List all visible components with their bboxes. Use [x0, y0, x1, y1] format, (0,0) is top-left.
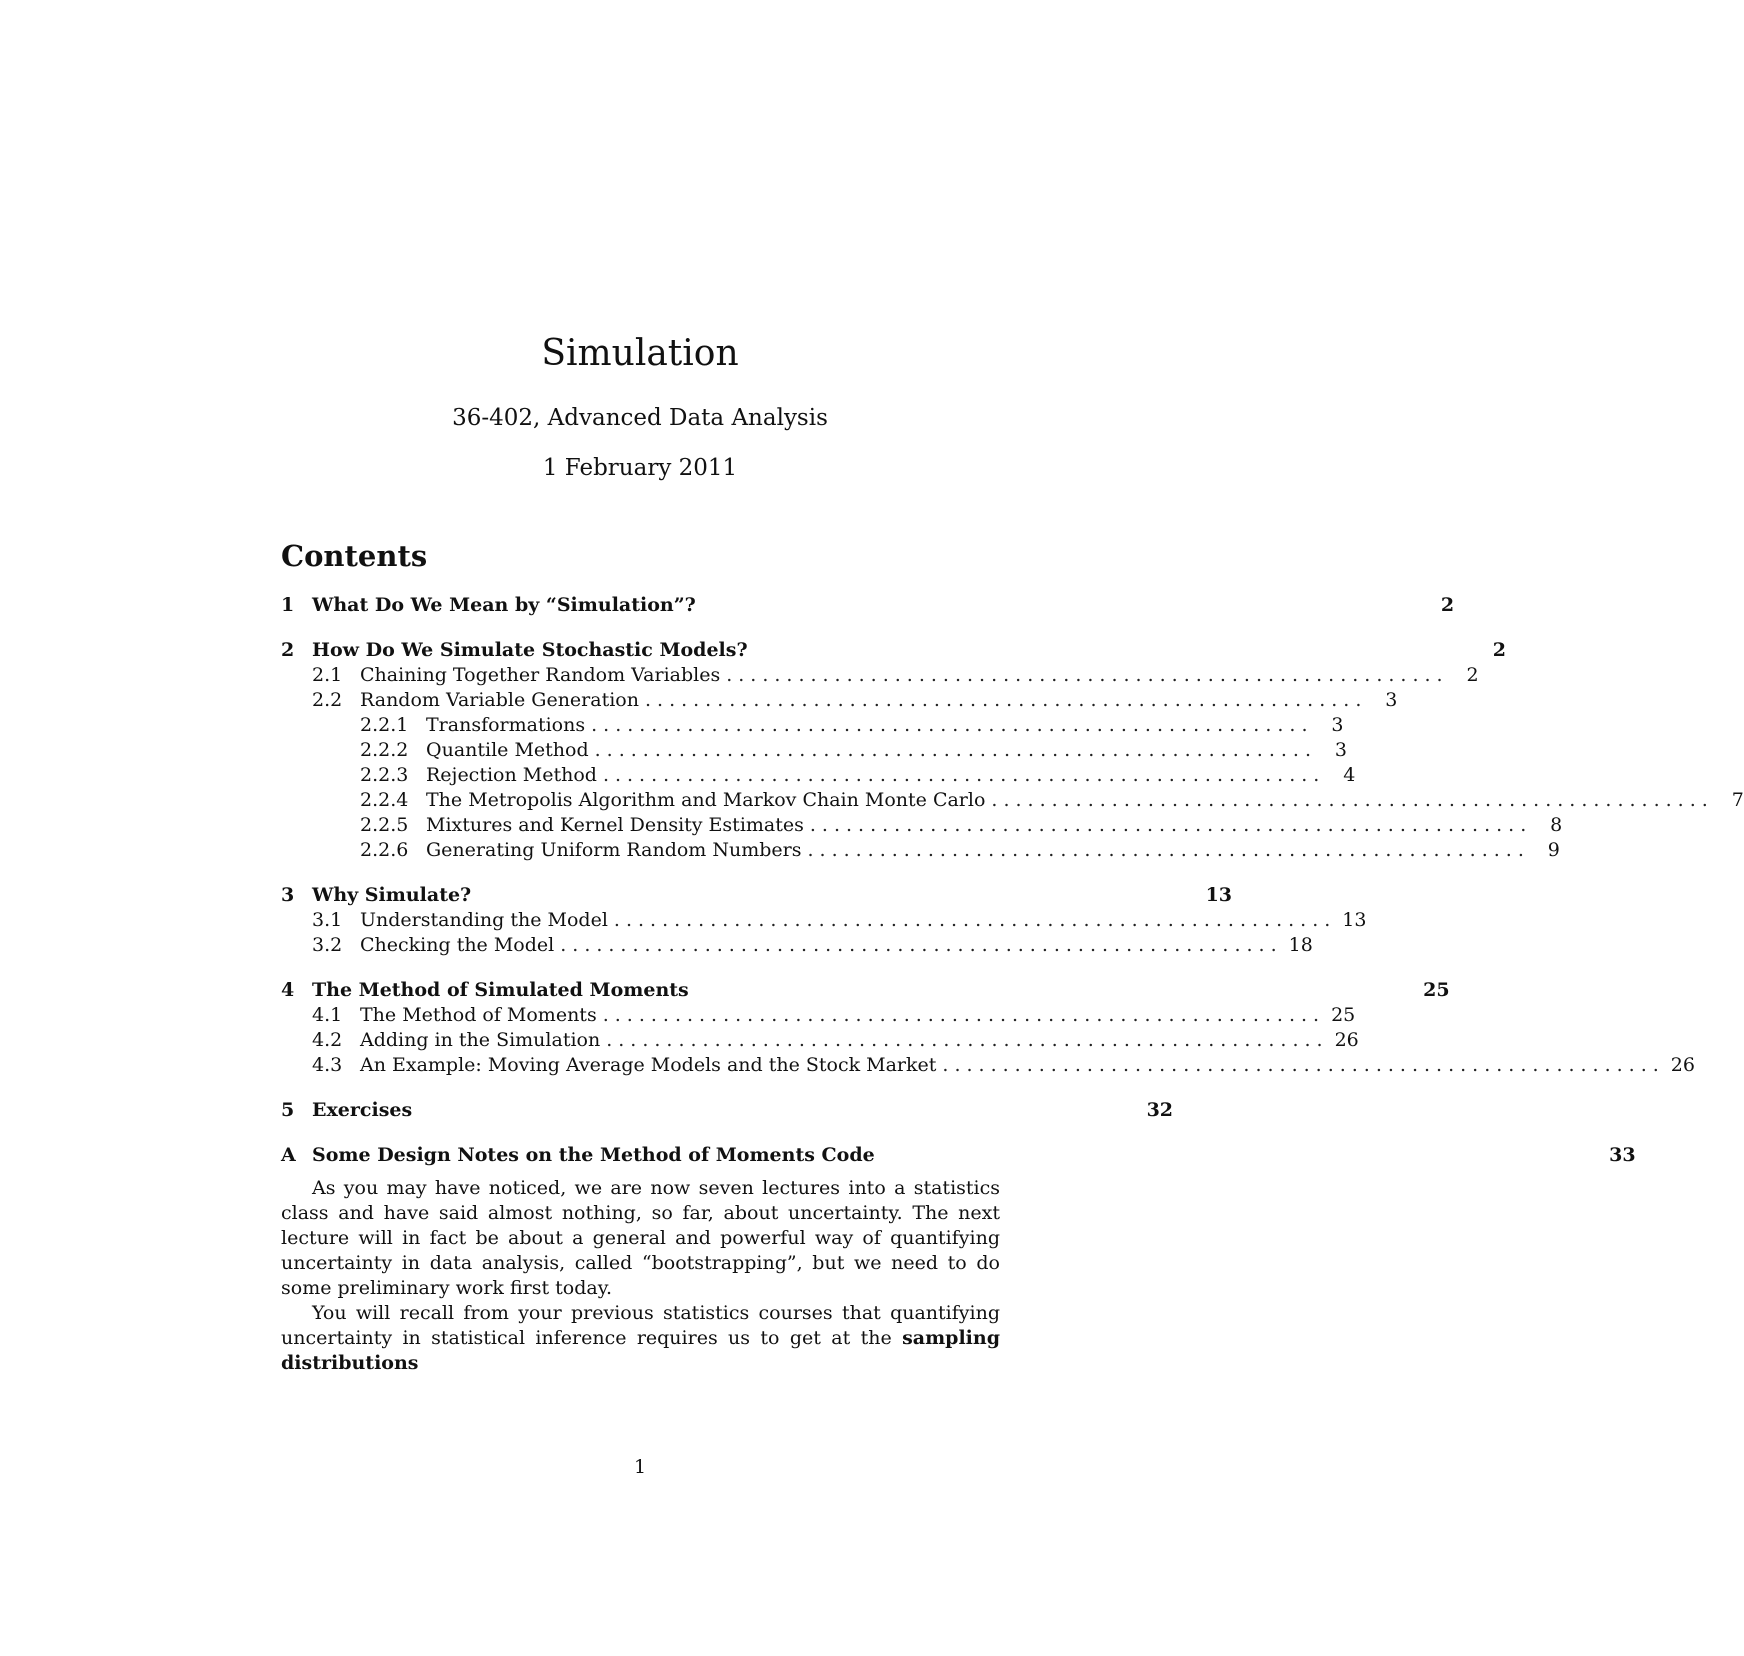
toc-entry-label: What Do We Mean by “Simulation”?	[312, 594, 696, 616]
toc-entry[interactable]	[281, 1028, 1359, 1053]
toc-page-number: 4	[1343, 764, 1356, 786]
toc-entry-label: Why Simulate?	[312, 884, 472, 906]
toc-entry-label: Checking the Model	[360, 934, 555, 956]
table-of-contents	[281, 593, 1744, 1188]
toc-page-number: 18	[1288, 934, 1313, 956]
toc-page-number: 2	[1466, 664, 1479, 686]
toc-entry[interactable]	[281, 663, 1479, 688]
toc-page-number: 26	[1334, 1029, 1359, 1051]
toc-entry-label: Random Variable Generation	[360, 689, 639, 711]
paragraph-text: You will recall from your previous statistics courses that quantifying uncertainty in statistical inference requires us to get at the	[281, 1302, 1000, 1349]
toc-entry-label: The Metropolis Algorithm and Markov Chain Monte Carlo	[426, 789, 986, 811]
toc-entry[interactable]	[281, 838, 1560, 863]
toc-dot-leader: ............................................................	[602, 764, 1326, 786]
toc-entry-label: Rejection Method	[426, 764, 597, 786]
toc-entry[interactable]	[281, 763, 1356, 788]
toc-page-number: 8	[1550, 814, 1563, 836]
course-subtitle: 36-402, Advanced Data Analysis	[452, 405, 828, 431]
toc-entry-number: 2.2.1	[360, 714, 409, 736]
toc-page-number: 25	[1331, 1004, 1356, 1026]
toc-entry[interactable]	[281, 908, 1367, 933]
body-text	[281, 1176, 1000, 1376]
toc-page-number: 2	[1440, 594, 1455, 616]
toc-dot-leader: ............................................................	[991, 789, 1714, 811]
toc-entry-number: A	[281, 1144, 296, 1166]
toc-dot-leader: ............................................................	[644, 689, 1368, 711]
toc-entry[interactable]	[281, 933, 1313, 958]
toc-page-number: 25	[1423, 979, 1450, 1001]
toc-dot-leader: ............................................................	[591, 714, 1314, 736]
toc-entry-number: 2.2	[312, 689, 343, 711]
bold-term: sampling distributions	[281, 1327, 1000, 1374]
toc-dot-leader: ............................................................	[807, 839, 1530, 861]
contents-heading: Contents	[281, 539, 428, 573]
toc-entry-number: 3.1	[312, 909, 343, 931]
toc-entry-label: Chaining Together Random Variables	[360, 664, 721, 686]
toc-dot-leader: ............................................................	[602, 1004, 1326, 1026]
toc-entry-label: An Example: Moving Average Models and the Stock Market	[360, 1054, 937, 1076]
document-title: Simulation	[541, 333, 739, 374]
toc-entry-number: 4.3	[312, 1054, 343, 1076]
toc-entry[interactable]	[281, 978, 1450, 1003]
toc-entry[interactable]	[281, 688, 1398, 713]
toc-entry-number: 2.2.6	[360, 839, 409, 861]
toc-entry-number: 4.1	[312, 1004, 343, 1026]
toc-section	[281, 1098, 1174, 1123]
toc-entry-number: 2.2.3	[360, 764, 409, 786]
toc-entry[interactable]	[281, 813, 1563, 838]
toc-entry[interactable]	[281, 883, 1233, 908]
toc-entry-number: 2	[281, 639, 295, 661]
toc-entry[interactable]	[281, 638, 1506, 663]
toc-dot-leader: ............................................................	[613, 909, 1337, 931]
toc-entry-label: Exercises	[312, 1099, 413, 1121]
toc-dot-leader: ............................................................	[942, 1054, 1665, 1076]
toc-entry-label: Mixtures and Kernel Density Estimates	[426, 814, 804, 836]
toc-section	[281, 593, 1455, 618]
toc-page-number: 2	[1492, 639, 1506, 661]
toc-dot-leader: ............................................................	[809, 814, 1533, 836]
toc-page-number: 3	[1334, 739, 1347, 761]
toc-entry-number: 3	[281, 884, 295, 906]
toc-section	[281, 883, 1367, 958]
toc-entry-label: Transformations	[426, 714, 586, 736]
toc-dot-leader: ............................................................	[594, 739, 1317, 761]
toc-page-number: 7	[1731, 789, 1744, 811]
toc-page-number: 13	[1342, 909, 1367, 931]
toc-entry-number: 4	[281, 979, 295, 1001]
toc-entry-number: 2.1	[312, 664, 343, 686]
toc-dot-leader: ............................................................	[726, 664, 1449, 686]
toc-entry[interactable]	[281, 1003, 1356, 1028]
toc-dot-leader: ............................................................	[560, 934, 1283, 956]
paragraph	[281, 1301, 1000, 1376]
toc-entry-label: How Do We Simulate Stochastic Models?	[312, 639, 748, 661]
toc-entry-label: The Method of Simulated Moments	[312, 979, 689, 1001]
toc-page-number: 26	[1670, 1054, 1695, 1076]
toc-entry-label: Understanding the Model	[360, 909, 608, 931]
toc-entry-label: Adding in the Simulation	[360, 1029, 601, 1051]
toc-page-number: 33	[1609, 1144, 1636, 1166]
toc-entry-number: 4.2	[312, 1029, 343, 1051]
toc-section	[281, 978, 1695, 1078]
toc-entry-label: Quantile Method	[426, 739, 589, 761]
toc-entry-number: 3.2	[312, 934, 343, 956]
toc-entry-number: 5	[281, 1099, 295, 1121]
toc-section	[281, 638, 1744, 863]
toc-dot-leader: ............................................................	[606, 1029, 1329, 1051]
toc-entry[interactable]	[281, 713, 1344, 738]
toc-section	[281, 1143, 1636, 1168]
toc-entry[interactable]	[281, 738, 1347, 763]
toc-entry-number: 1	[281, 594, 295, 616]
toc-entry[interactable]	[281, 593, 1455, 618]
toc-entry[interactable]	[281, 788, 1744, 813]
page-number: 1	[633, 1456, 647, 1478]
toc-page-number: 32	[1146, 1099, 1174, 1121]
toc-page-number: 3	[1385, 689, 1398, 711]
toc-entry[interactable]	[281, 1143, 1636, 1168]
toc-entry-number: 2.2.2	[360, 739, 409, 761]
toc-entry-label: Generating Uniform Random Numbers	[426, 839, 802, 861]
toc-entry[interactable]	[281, 1098, 1174, 1123]
toc-page-number: 9	[1547, 839, 1560, 861]
paragraph: As you may have noticed, we are now seven lectures into a statistics class and have said almost nothing, so far, about uncertainty. The next lecture will in fact be about a general and powerful way of quantifying uncertainty in data analysis, called “bootstrapping”, but we need to do some preliminary work first today.	[281, 1177, 1000, 1299]
toc-entry[interactable]	[281, 1053, 1695, 1078]
toc-entry-number: 2.2.4	[360, 789, 409, 811]
toc-entry-label: The Method of Moments	[360, 1004, 597, 1026]
toc-page-number: 13	[1205, 884, 1233, 906]
document-date: 1 February 2011	[542, 455, 738, 481]
toc-entry-number: 2.2.5	[360, 814, 409, 836]
toc-entry-label: Some Design Notes on the Method of Moments Code	[312, 1144, 875, 1166]
toc-page-number: 3	[1331, 714, 1344, 736]
